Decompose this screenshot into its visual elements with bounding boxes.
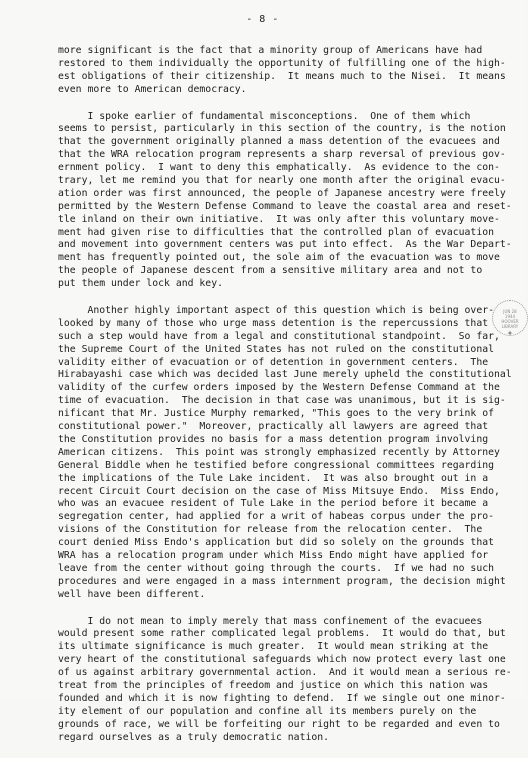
- text-line: such a step would have from a legal and constitutional standpoint. So far,: [58, 330, 500, 342]
- text-line: who was an evacuee resident of Tule Lake in the period before it became a: [58, 498, 489, 510]
- text-line: would present some rather complicated legal problems. It would do that, but: [58, 628, 506, 640]
- text-line: that the WRA relocation program represents a sharp reversal of previous gov-: [58, 149, 506, 161]
- text-line: validity of the curfew orders imposed by the Western Defense Command at the: [58, 382, 500, 394]
- text-line: the implications of the Tule Lake incident. It was also brought out in a: [58, 472, 489, 484]
- text-line: looked by many of those who urge mass detention is the repercussions that: [58, 317, 489, 329]
- text-line: visions of the Constitution for release from the relocation center. The: [58, 524, 483, 536]
- text-line: court denied Miss Endo's application but did so solely on the grounds that: [58, 537, 495, 549]
- text-line: restored to them individually the opportunity of fulfilling one of the high-: [58, 57, 506, 69]
- text-line: the Constitution provides no basis for a mass detention program involving: [58, 433, 489, 445]
- text-line: leave from the center without going through the courts. If we had no such: [58, 562, 495, 574]
- text-line: segregation center, had applied for a writ of habeas corpus under the pro-: [58, 511, 495, 523]
- stamp-mark-icon: ✦: [506, 329, 514, 338]
- text-line: put them under lock and key.: [58, 278, 223, 290]
- text-line: ernment policy. I want to deny this emphatically. As evidence to the con-: [58, 162, 500, 174]
- paragraph: [58, 616, 526, 745]
- text-line: American citizens. This point was strongly emphasized recently by Attorney: [58, 446, 500, 458]
- text-line: ity element of our population and confine all its members purely on the: [58, 705, 477, 717]
- text-line: its ultimate significance is much greater. It would mean striking at the: [58, 641, 489, 653]
- text-line: recent Circuit Court decision on the case of Miss Mitsuye Endo. Miss Endo,: [58, 485, 500, 497]
- text-line: of us against arbitrary governmental action. And it would mean a serious re-: [58, 667, 512, 679]
- paragraph: [58, 111, 526, 291]
- text-line: Another highly important aspect of this question which is being over-: [58, 305, 495, 317]
- text-line: grounds of race, we will be forfeiting our right to be regarded and even to: [58, 718, 500, 730]
- stamp-text: [493, 309, 527, 338]
- text-line: validity either of evacuation or of detention in government centers. The: [58, 356, 489, 368]
- text-line: I do not mean to imply merely that mass confinement of the evacuees: [58, 615, 483, 627]
- text-line: very heart of the constitutional safeguards which now protect every last one: [58, 654, 506, 666]
- text-line: founded and which it is now fighting to defend. If we single out one minor-: [58, 692, 506, 704]
- library-stamp: [492, 300, 528, 336]
- text-line: ation order was first announced, the people of Japanese ancestry were freely: [58, 187, 506, 199]
- document-body: [58, 45, 526, 758]
- text-line: nificant that Mr. Justice Murphy remarked, "This goes to the very brink of: [58, 408, 495, 420]
- text-line: I spoke earlier of fundamental misconceptions. One of them which: [58, 110, 471, 122]
- text-line: treat from the principles of freedom and justice on which this nation was: [58, 679, 489, 691]
- text-line: regard ourselves as a truly democratic nation.: [58, 731, 330, 743]
- text-line: Hirabayashi case which was decided last June merely upheld the constitutional: [58, 369, 512, 381]
- text-line: more significant is the fact that a minority group of Americans have had: [58, 45, 483, 56]
- text-line: procedures and were engaged in a mass internment program, the decision might: [58, 575, 506, 587]
- text-line: seems to persist, particularly in this section of the country, is the notion: [58, 123, 506, 135]
- text-line: constitutional power." Moreover, practically all lawyers are agreed that: [58, 421, 489, 433]
- text-line: tle inland on their own initiative. It was only after this voluntary move-: [58, 213, 500, 225]
- text-line: the Supreme Court of the United States has not ruled on the constitutional: [58, 343, 495, 355]
- text-line: ment had given rise to difficulties that the controlled plan of evacuation: [58, 226, 495, 238]
- page-number: - 8 -: [246, 14, 279, 25]
- stamp-line: HOOVER: [501, 319, 519, 324]
- text-line: the people of Japanese descent from a sensitive military area and not to: [58, 265, 483, 277]
- text-line: est obligations of their citizenship. It means much to the Nisei. It means: [58, 70, 506, 82]
- text-line: trary, let me remind you that for nearly one month after the original evacu-: [58, 175, 506, 187]
- text-line: time of evacuation. The decision in that case was unanimous, but it is sig-: [58, 395, 506, 407]
- text-line: General Biddle when he testified before congressional committees regarding: [58, 459, 495, 471]
- text-line: that the government originally planned a mass detention of the evacuees and: [58, 136, 500, 148]
- text-line: permitted by the Western Defense Command to leave the coastal area and reset-: [58, 200, 512, 212]
- text-line: and movement into government centers was put into effect. As the War Depart-: [58, 239, 512, 251]
- paragraph: [58, 45, 526, 97]
- text-line: WRA has a relocation program under which Miss Endo might have applied for: [58, 549, 489, 561]
- paragraph: [58, 305, 526, 601]
- stamp-line: 1944: [504, 314, 516, 319]
- stamp-line: LIBRARY: [501, 324, 519, 329]
- text-line: even more to American democracy.: [58, 83, 247, 95]
- stamp-line: JUN 28: [503, 309, 517, 314]
- text-line: ment has frequently pointed out, the sole aim of the evacuation was to move: [58, 252, 500, 264]
- text-line: well have been different.: [58, 588, 206, 600]
